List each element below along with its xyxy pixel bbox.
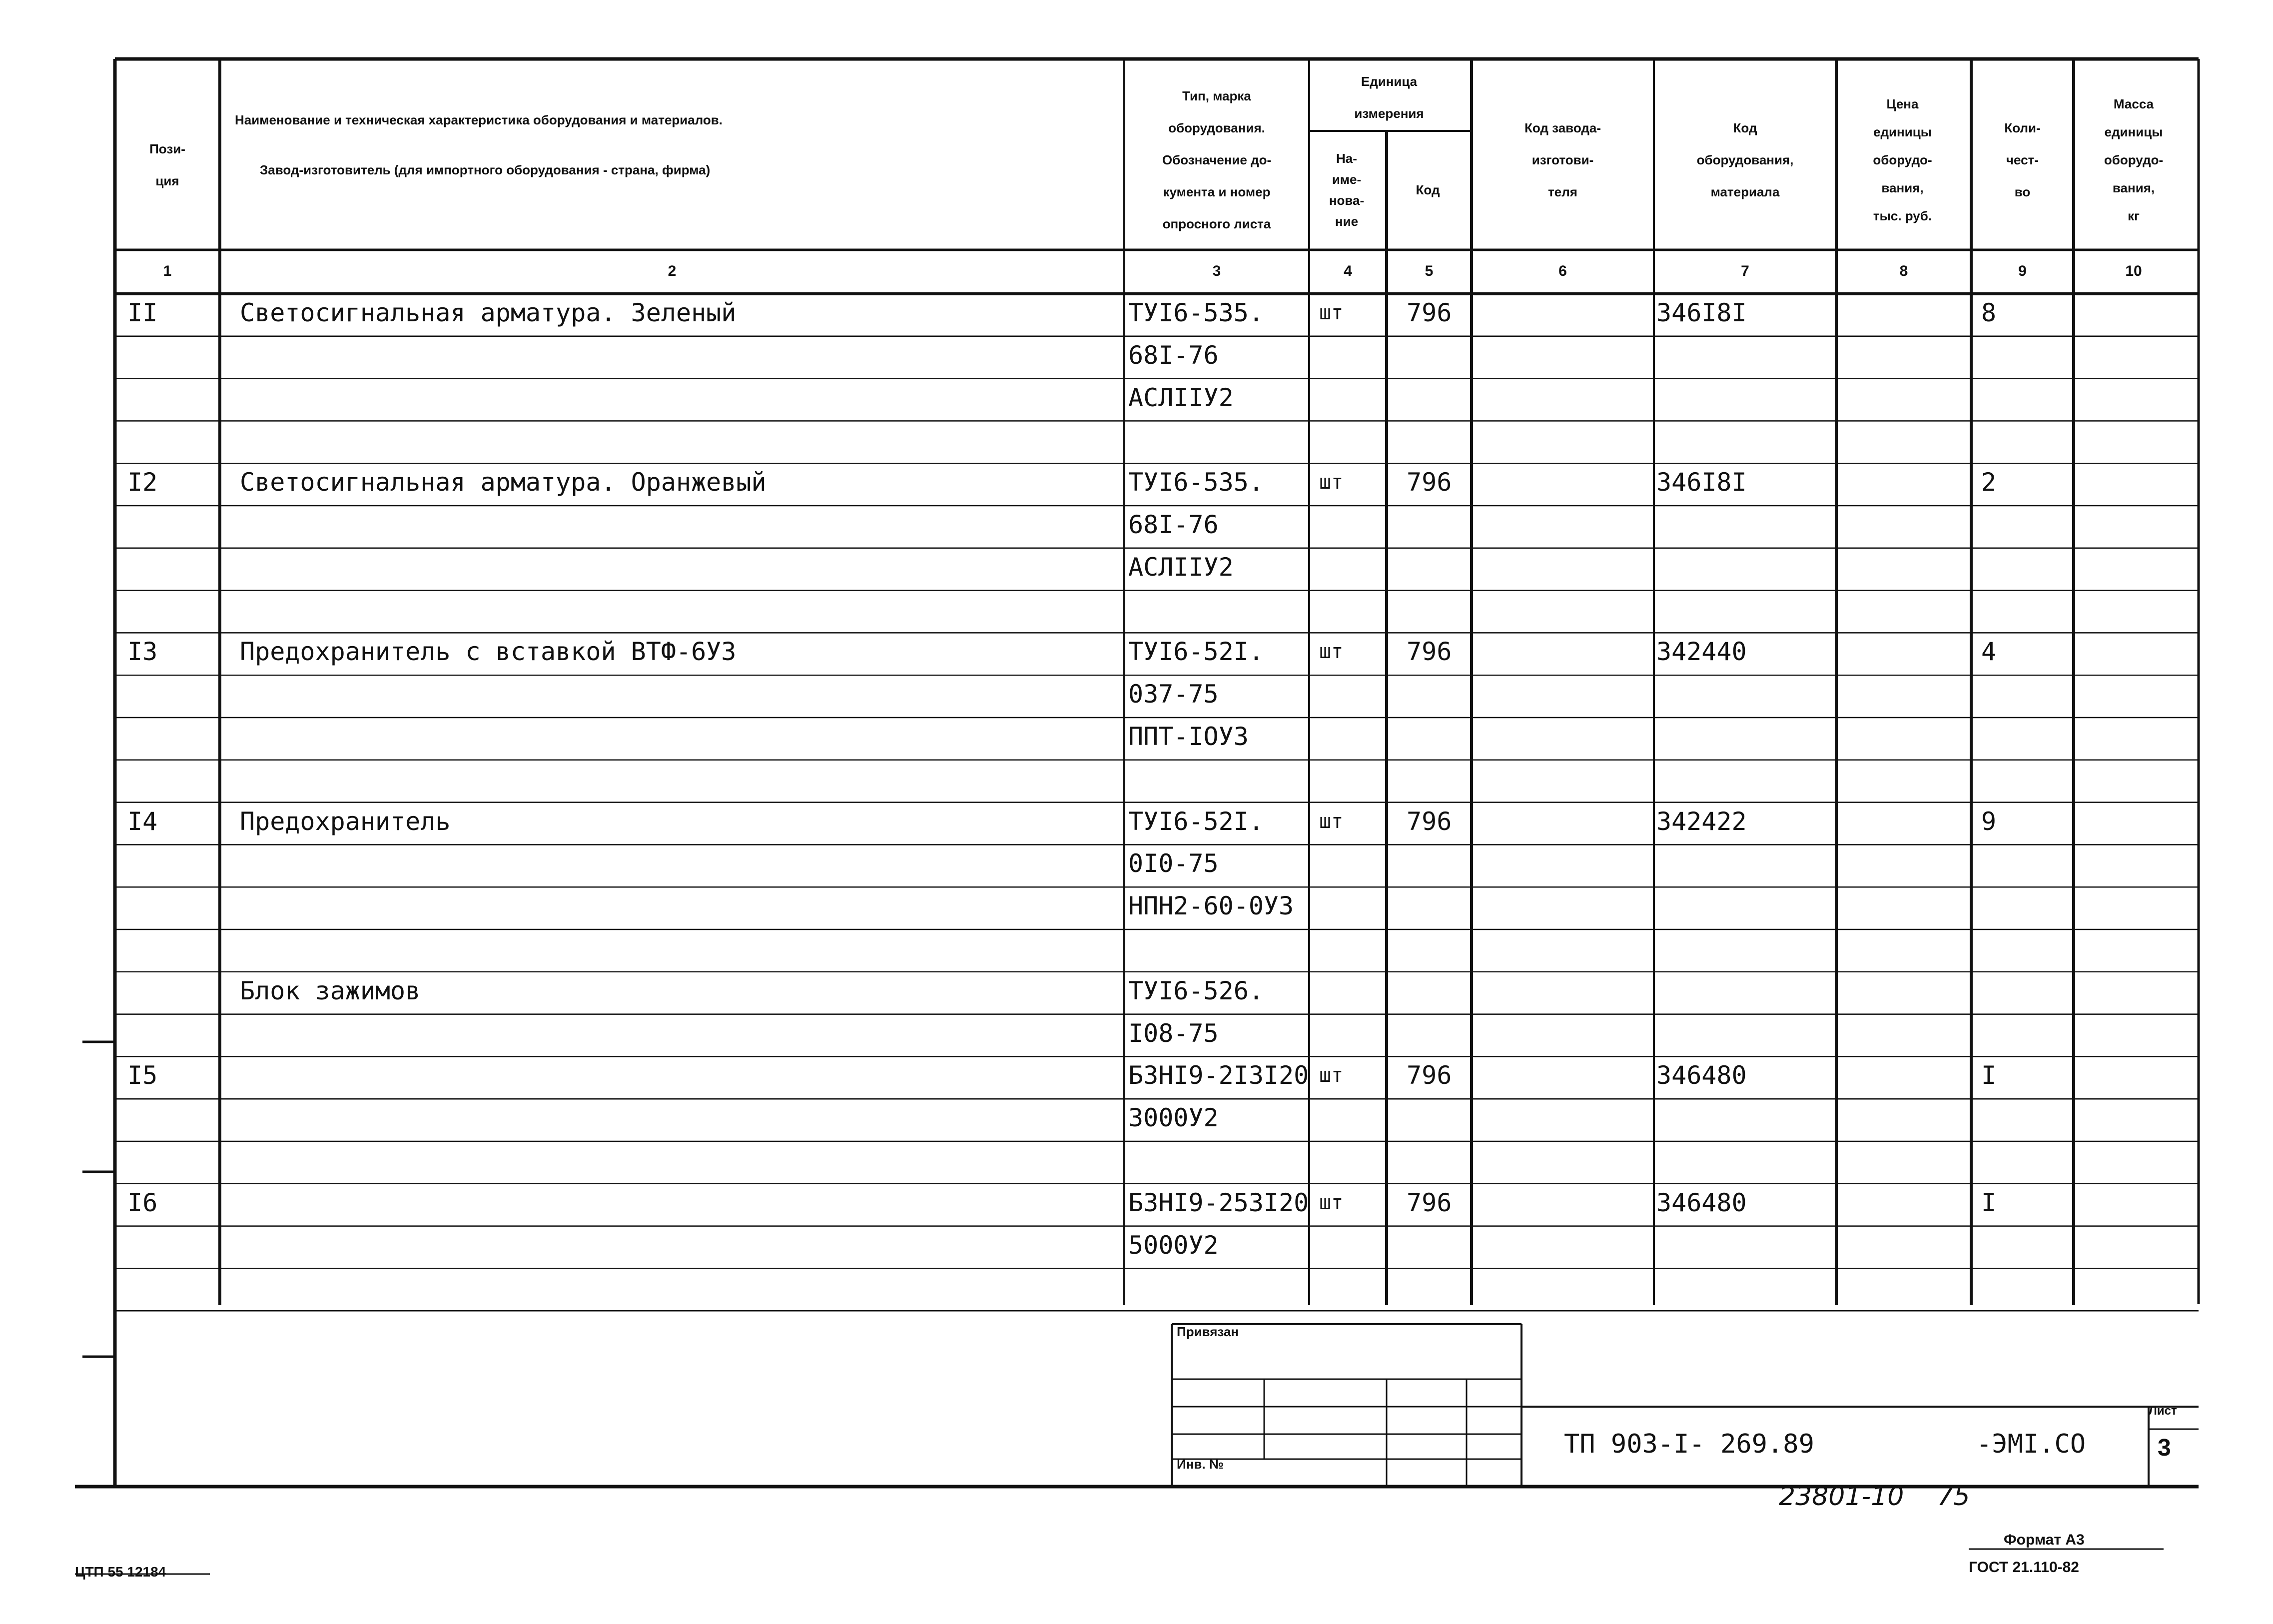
row-name: Светосигнальная арматура. Зеленый [240, 298, 737, 327]
row-type-mark: НПН2-60-0УЗ [1128, 891, 1294, 921]
document-code: ТП 903-I- 269.89 [1564, 1429, 1814, 1459]
row-unit-name: шт [1319, 640, 1344, 664]
table-row [0, 506, 2199, 548]
table-row [0, 294, 2199, 336]
column-number: 4 [1344, 262, 1352, 279]
header-position: Пози- ция [149, 141, 185, 188]
table-row [0, 1099, 2199, 1141]
row-name: Блок зажимов [240, 976, 421, 1005]
row-type-mark: ТУI6-52I. [1128, 637, 1264, 667]
header-mass: Масса единицы оборудо- вания, кг [2104, 96, 2164, 223]
row-type-mark: 3000У2 [1128, 1103, 1219, 1133]
column-number: 2 [668, 262, 677, 279]
table-row [0, 1014, 2199, 1057]
row-unit-name: шт [1319, 1064, 1344, 1087]
column-number: 9 [2018, 262, 2027, 279]
row-equipment-code: 346I8I [1656, 298, 1747, 327]
row-position: I6 [127, 1188, 158, 1217]
row-quantity: I [1981, 1188, 1997, 1217]
table-row [0, 760, 2199, 803]
table-row [0, 1056, 2199, 1099]
table-row [0, 463, 2199, 506]
row-unit-code: 796 [1407, 637, 1452, 667]
table-row [0, 718, 2199, 760]
row-equipment-code: 346I8I [1656, 468, 1747, 497]
table-row [0, 421, 2199, 463]
row-type-mark: 68I-76 [1128, 340, 1219, 370]
column-number: 3 [1212, 262, 1221, 279]
column-number: 5 [1425, 262, 1434, 279]
header-unit-code: Код [1416, 182, 1440, 197]
row-name: Предохранитель [240, 807, 451, 836]
sheet-number: 3 [2158, 1435, 2171, 1461]
print-mark: ЦТП 55 12184 [75, 1564, 166, 1580]
table-row [0, 1226, 2199, 1269]
table-row [0, 929, 2199, 972]
row-type-mark: 5000У2 [1128, 1230, 1219, 1260]
table-row [0, 1268, 2199, 1311]
row-quantity: I [1981, 1061, 1997, 1090]
row-unit-name: шт [1319, 301, 1344, 324]
row-quantity: 9 [1981, 807, 1997, 836]
row-quantity: 4 [1981, 637, 1997, 667]
column-number: 10 [2125, 262, 2142, 279]
header-unit-name: На- име- нова- ние [1329, 151, 1365, 229]
row-unit-code: 796 [1407, 1061, 1452, 1090]
row-quantity: 8 [1981, 298, 1997, 327]
row-unit-code: 796 [1407, 807, 1452, 836]
row-type-mark: ТУI6-526. [1128, 976, 1264, 1005]
column-number: 7 [1741, 262, 1749, 279]
row-quantity: 2 [1981, 468, 1997, 497]
row-type-mark: 68I-76 [1128, 510, 1219, 539]
table-row [0, 633, 2199, 675]
header-manufacturer-code: Код завода- изготови- теля [1524, 120, 1601, 199]
table-row [0, 548, 2199, 591]
header-name-line2: Завод-изготовитель (для импортного оборудования - страна, фирма) [260, 162, 711, 177]
table-row [0, 675, 2199, 718]
format-label: Формат А3 [2004, 1532, 2085, 1548]
handwritten-number: 23801-10 75 [1779, 1482, 1970, 1512]
table-row [0, 379, 2199, 421]
row-unit-name: шт [1319, 810, 1344, 833]
table-row [0, 972, 2199, 1014]
header-price: Цена единицы оборудо- вания, тыс. руб. [1873, 96, 1932, 223]
row-name: Светосигнальная арматура. Оранжевый [240, 468, 766, 497]
row-unit-name: шт [1319, 1191, 1344, 1214]
row-type-mark: ТУI6-535. [1128, 298, 1264, 327]
row-type-mark: I08-75 [1128, 1018, 1219, 1048]
row-equipment-code: 342422 [1656, 807, 1747, 836]
privyazan-label: Привязан [1177, 1324, 1239, 1339]
row-type-mark: ППТ-IOУЗ [1128, 722, 1249, 751]
table-row [0, 1184, 2199, 1226]
row-name: Предохранитель с вставкой ВТФ-6УЗ [240, 637, 737, 667]
row-equipment-code: 342440 [1656, 637, 1747, 667]
table-row [0, 1141, 2199, 1184]
row-equipment-code: 346480 [1656, 1188, 1747, 1217]
sheet-label: Лист [2149, 1404, 2177, 1418]
table-row [0, 591, 2199, 633]
row-unit-name: шт [1319, 471, 1344, 494]
row-position: I2 [127, 468, 158, 497]
header-name-line1: Наименование и техническая характеристика оборудования и материалов. [235, 112, 723, 127]
header-type: Тип, марка оборудования. Обозначение до- кумента и номер опросного листа [1162, 88, 1272, 231]
table-row [0, 887, 2199, 929]
table-row [0, 336, 2199, 379]
document-suffix: -ЭМI.CO [1976, 1429, 2086, 1459]
row-position: I4 [127, 807, 158, 836]
row-type-mark: 037-75 [1128, 680, 1219, 709]
row-unit-code: 796 [1407, 468, 1452, 497]
row-unit-code: 796 [1407, 298, 1452, 327]
row-type-mark: АСЛIIУ2 [1128, 552, 1234, 582]
row-type-mark: БЗНI9-2I3I20 [1128, 1061, 1309, 1090]
table-row [0, 803, 2199, 845]
header-equipment-code: Код оборудования, материала [1696, 120, 1794, 199]
row-type-mark: 0I0-75 [1128, 849, 1219, 878]
row-type-mark: АСЛIIУ2 [1128, 383, 1234, 412]
row-type-mark: БЗНI9-253I20 [1128, 1188, 1309, 1217]
row-equipment-code: 346480 [1656, 1061, 1747, 1090]
row-position: II [127, 298, 158, 327]
row-type-mark: ТУI6-535. [1128, 468, 1264, 497]
header-unit-group: Единица измерения [1354, 74, 1424, 121]
table-row [0, 844, 2199, 887]
gost-label: ГОСТ 21.110-82 [1969, 1559, 2079, 1576]
column-number: 6 [1558, 262, 1567, 279]
header-quantity: Коли- чест- во [2004, 120, 2041, 199]
row-unit-code: 796 [1407, 1188, 1452, 1217]
row-type-mark: ТУI6-52I. [1128, 807, 1264, 836]
column-number: 8 [1899, 262, 1908, 279]
inventory-number-label: Инв. № [1177, 1457, 1224, 1472]
column-number: 1 [163, 262, 172, 279]
row-position: I3 [127, 637, 158, 667]
row-position: I5 [127, 1061, 158, 1090]
